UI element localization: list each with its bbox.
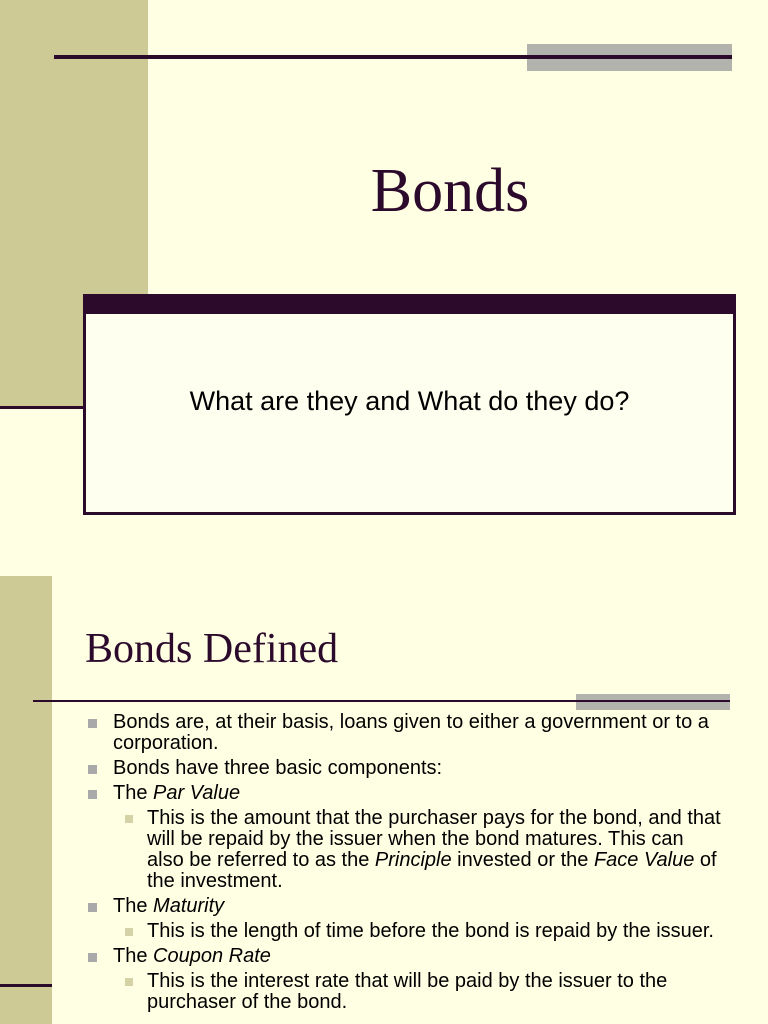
bullet-text: Bonds are, at their basis, loans given to either a government or to a corporation. (113, 711, 709, 754)
sub-bullet-text: invested or the (451, 849, 594, 871)
sub-bullet-item (85, 971, 725, 1013)
bullet-text-prefix: The (113, 895, 154, 917)
bullet-text: Bonds have three basic components: (113, 757, 443, 779)
sub-bullet-text: of the investment. (147, 849, 717, 892)
square-bullet-icon (88, 765, 97, 774)
square-bullet-icon (88, 790, 97, 799)
bullet-item (85, 712, 725, 754)
left-divider-line (0, 984, 52, 987)
left-divider-line (0, 406, 86, 409)
bullet-term: Coupon Rate (153, 945, 271, 967)
slide-gap (0, 545, 768, 576)
top-divider-line (54, 55, 732, 59)
square-sub-bullet-icon (125, 928, 133, 936)
bullet-term: Par Value (153, 782, 241, 804)
slide-subtitle-text: What are they and What do they do? (189, 386, 630, 416)
slide-bonds-defined (0, 576, 768, 1024)
bullet-list (85, 712, 725, 1017)
bullet-term: Maturity (153, 895, 225, 917)
bullet-item (85, 946, 725, 967)
bullet-item (85, 896, 725, 917)
square-bullet-icon (88, 719, 97, 728)
bullet-item (85, 758, 725, 779)
sub-bullet-text: This is the length of time before the bond is repaid by the issuer. (147, 920, 714, 942)
sub-bullet-text: This is the amount that the purchaser pays for the bond, and that will be repaid by the issuer when the bond matures. This can also be referred to as the (147, 807, 721, 871)
sub-bullet-term: Principle (374, 849, 452, 871)
bullet-item (85, 783, 725, 804)
bullet-text-prefix: The (113, 945, 154, 967)
sub-bullet-text: This is the interest rate that will be paid by the issuer to the purchaser of the bond. (147, 970, 668, 1013)
left-accent-band (0, 576, 52, 1024)
square-sub-bullet-icon (125, 815, 133, 823)
sub-bullet-term: Face Value (593, 849, 695, 871)
square-bullet-icon (88, 903, 97, 912)
square-bullet-icon (88, 953, 97, 962)
gray-accent-bar (576, 694, 730, 710)
bullet-text-prefix: The (113, 782, 154, 804)
heading-divider-line (33, 700, 730, 702)
sub-bullet-item (85, 921, 725, 942)
slide-heading: Bonds Defined (85, 626, 339, 672)
square-sub-bullet-icon (125, 978, 133, 986)
slide-title-text: Bonds (370, 157, 530, 225)
sub-bullet-item (85, 808, 725, 892)
